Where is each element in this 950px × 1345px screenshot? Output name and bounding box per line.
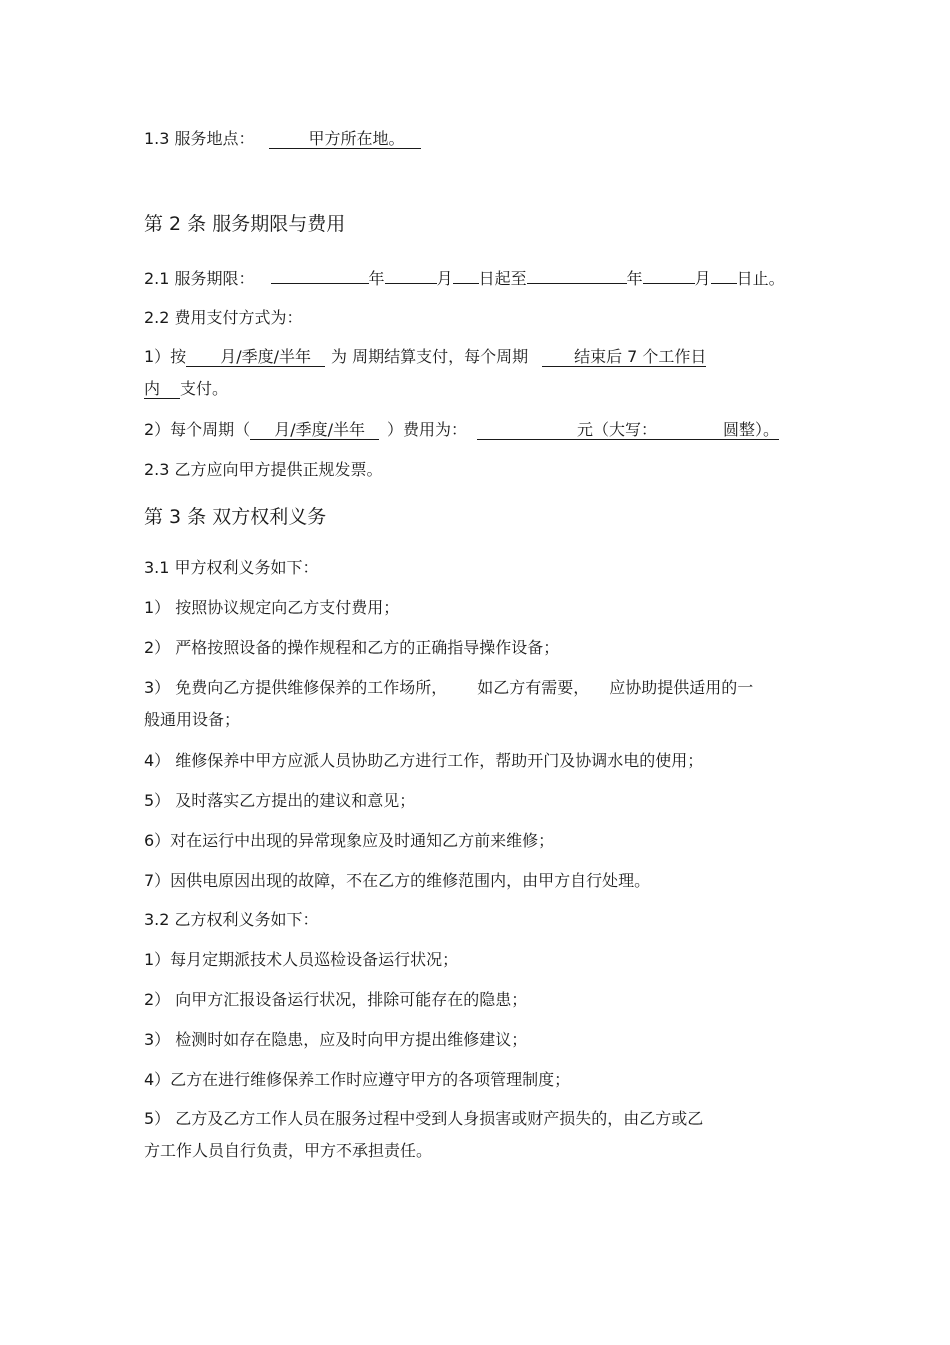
party-a-item-3-part-2: 如乙方有需要， <box>477 678 590 697</box>
payment-method-line: 2.2 费用支付方式为： <box>144 308 303 327</box>
invoice-line: 2.3 乙方应向甲方提供正规发票。 <box>144 460 383 479</box>
party-b-item-3: 3） 检测时如存在隐患，应及时向甲方提出维修建议； <box>144 1030 528 1049</box>
start-month-blank <box>385 283 437 284</box>
service-location-line <box>144 128 421 150</box>
start-day-blank <box>453 283 479 284</box>
fee-uppercase-suffix: 圆整）。 <box>723 420 780 439</box>
party-a-item-3-part-1: 3） 免费向乙方提供维修保养的工作场所， <box>144 678 448 697</box>
service-location-value: 甲方所在地。 <box>269 129 421 149</box>
payment-item-1-line-2 <box>144 378 228 400</box>
party-a-item-2: 2） 严格按照设备的操作规程和乙方的正确指导操作设备； <box>144 638 560 657</box>
fee-amount-text: 元（大写： <box>577 420 658 439</box>
payment-item-2-line <box>144 419 779 441</box>
end-month-blank <box>643 283 695 284</box>
payment-period-value: 月/季度/半年 <box>186 347 325 367</box>
party-a-item-3-line-1 <box>144 677 753 699</box>
party-b-item-1: 1）每月定期派技术人员巡检设备运行状况； <box>144 950 459 969</box>
fee-amount-value <box>477 420 779 440</box>
party-a-item-6: 6）对在运行中出现的异常现象应及时通知乙方前来维修； <box>144 831 555 850</box>
service-location-label: 1.3 服务地点： <box>144 129 255 148</box>
service-term-label: 2.1 服务期限： <box>144 269 255 288</box>
payment-deadline-value: 结束后 7 个工作日 <box>542 347 706 367</box>
party-a-item-4: 4） 维修保养中甲方应派人员协助乙方进行工作，帮助开门及协调水电的使用； <box>144 751 704 770</box>
end-day-text: 日止。 <box>736 269 785 288</box>
party-a-item-7: 7）因供电原因出现的故障，不在乙方的维修范围内，由甲方自行处理。 <box>144 871 651 890</box>
party-a-item-3-part-3: 应协助提供适用的一 <box>609 678 754 697</box>
payment-item-1-line-1 <box>144 346 706 368</box>
start-day-text: 日起至 <box>478 269 527 288</box>
party-a-item-1: 1） 按照协议规定向乙方支付费用； <box>144 598 400 617</box>
start-month-text: 月 <box>436 269 453 288</box>
service-term-line <box>144 268 785 290</box>
article-2-heading: 第 2 条 服务期限与费用 <box>144 213 346 235</box>
end-day-blank <box>711 283 737 284</box>
party-a-duties-heading: 3.1 甲方权利义务如下： <box>144 558 319 577</box>
party-b-item-4: 4）乙方在进行维修保养工作时应遵守甲方的各项管理制度； <box>144 1070 571 1089</box>
end-month-text: 月 <box>694 269 711 288</box>
fee-period-value: 月/季度/半年 <box>250 420 379 440</box>
start-year-blank <box>271 283 369 284</box>
party-b-item-5-line-2: 方工作人员自行负责，甲方不承担责任。 <box>144 1141 433 1160</box>
payment-item-1-suffix: 支付。 <box>180 379 229 398</box>
party-b-item-2: 2） 向甲方汇报设备运行状况，排除可能存在的隐患； <box>144 990 528 1009</box>
party-a-item-3-line-2: 般通用设备； <box>144 710 241 729</box>
start-year-text: 年 <box>368 269 385 288</box>
end-year-text: 年 <box>626 269 643 288</box>
article-3-heading: 第 3 条 双方权利义务 <box>144 506 327 528</box>
party-b-duties-heading: 3.2 乙方权利义务如下： <box>144 910 319 929</box>
payment-item-2-middle: ）费用为： <box>386 420 467 439</box>
party-b-item-5-line-1: 5） 乙方及乙方工作人员在服务过程中受到人身损害或财产损失的，由乙方或乙 <box>144 1109 704 1128</box>
payment-item-1-prefix: 1）按 <box>144 347 187 366</box>
payment-item-1-middle: 为 周期结算支付，每个周期 <box>330 347 529 366</box>
payment-deadline-value-cont: 内 <box>144 379 180 399</box>
payment-item-2-prefix: 2）每个周期（ <box>144 420 251 439</box>
party-a-item-5: 5） 及时落实乙方提出的建议和意见； <box>144 791 416 810</box>
end-year-blank <box>527 283 627 284</box>
